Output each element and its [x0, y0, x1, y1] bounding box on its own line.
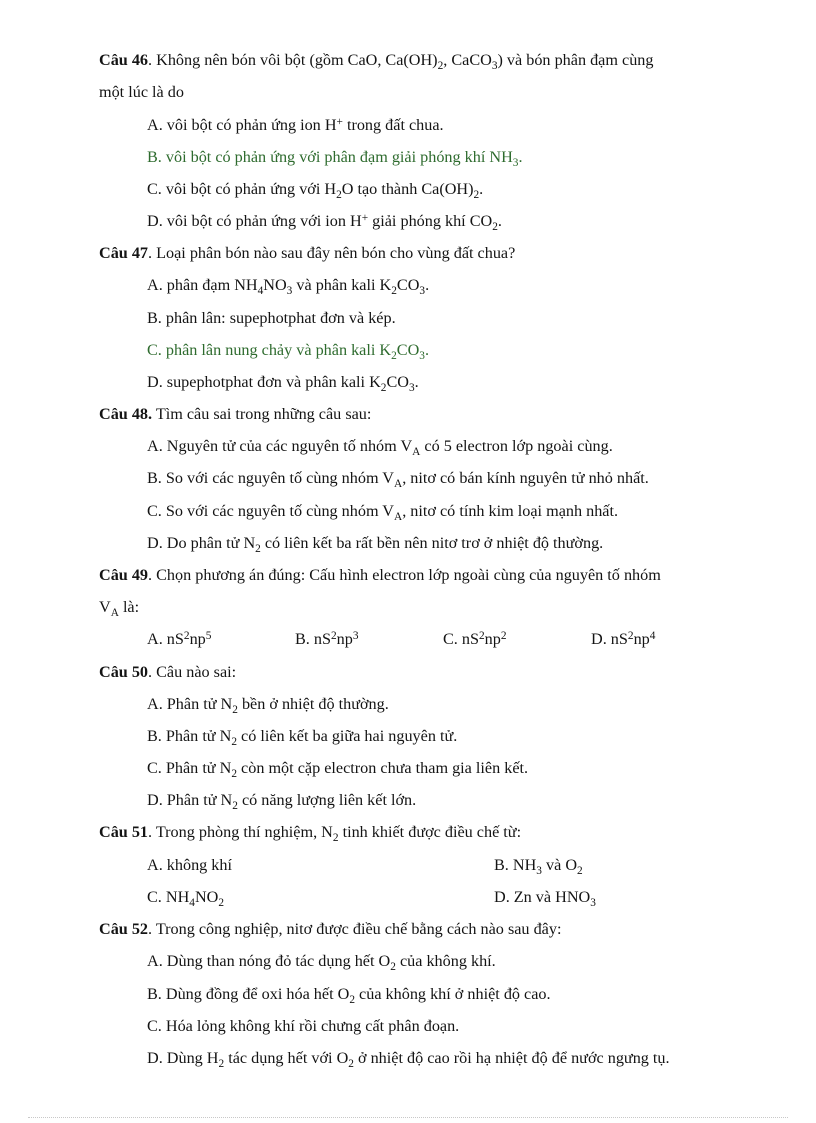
question-49-option-b — [295, 629, 359, 649]
question-number: Câu 48. — [99, 405, 153, 423]
period: . — [497, 212, 502, 230]
question-47-option-c — [147, 340, 429, 360]
subscript: 2 — [437, 59, 444, 72]
period: . — [425, 276, 430, 294]
subscript: 2 — [390, 960, 396, 973]
question-46-option-c — [147, 179, 483, 199]
option-text: A. phân đạm NH — [147, 276, 258, 294]
option-text: np — [633, 630, 650, 648]
option-text: B. So với các nguyên tố cùng nhóm V — [147, 469, 395, 487]
subscript: 2 — [336, 188, 342, 201]
question-52-stem — [99, 919, 561, 939]
superscript: 2 — [500, 629, 507, 642]
subscript: 3 — [590, 896, 596, 909]
option-text: A. vôi bột có phản ứng ion H — [147, 116, 337, 134]
subscript: 3 — [536, 864, 542, 877]
option-text: np — [484, 630, 501, 648]
question-text: Tìm câu sai trong những câu sau: — [152, 405, 372, 423]
superscript: + — [336, 115, 343, 128]
subscript: 2 — [218, 1057, 225, 1070]
option-text: CO — [386, 373, 409, 391]
question-text: . Trong phòng thí nghiệm, N — [148, 823, 333, 841]
question-52-option-d — [147, 1048, 670, 1068]
subscript: A — [412, 445, 421, 458]
option-text: có năng lượng liên kết lớn. — [237, 791, 417, 809]
question-52-option-b — [147, 984, 551, 1004]
subscript: 2 — [380, 381, 387, 394]
superscript: 4 — [649, 629, 656, 642]
question-52-option-c: C. Hóa lỏng không khí rồi chưng cất phân đoạn. — [147, 1017, 460, 1035]
question-49-option-a — [147, 629, 211, 649]
subscript: 2 — [577, 864, 583, 877]
question-text: , CaCO — [443, 51, 492, 69]
option-text: và phân kali K — [292, 276, 392, 294]
question-48-stem — [99, 404, 371, 424]
option-text: trong đất chua. — [342, 116, 444, 134]
question-text: ) và bón phân đạm cùng — [497, 51, 654, 69]
question-51-option-a: A. không khí — [147, 856, 232, 874]
subscript: 3 — [491, 59, 498, 72]
option-text: D. Zn và HNO — [494, 888, 591, 906]
question-text: . Không nên bón vôi bột (gồm CaO, Ca(OH) — [148, 51, 438, 69]
superscript: 5 — [205, 629, 212, 642]
option-text: C. vôi bột có phản ứng với H — [147, 180, 337, 198]
option-text: ở nhiệt độ cao rồi hạ nhiệt độ để nước ngưng tụ. — [353, 1049, 670, 1067]
subscript: 3 — [286, 284, 293, 297]
option-text: C. phân lân nung chảy và phân kali K — [147, 341, 392, 359]
option-text: np — [336, 630, 353, 648]
option-text: A. Nguyên tử của các nguyên tố nhóm V — [147, 437, 413, 455]
option-text: B. NH — [494, 856, 537, 874]
subscript: A — [394, 477, 403, 490]
option-text: NO — [194, 888, 219, 906]
question-48-option-c — [147, 501, 618, 521]
question-text: . Chọn phương án đúng: Cấu hình electron lớp ngoài cùng của nguyên tố nhóm — [148, 566, 661, 584]
option-text: D. vôi bột có phản ứng với ion H — [147, 212, 362, 230]
subscript: 3 — [419, 284, 426, 297]
superscript: + — [361, 211, 369, 224]
question-51-option-b — [494, 855, 583, 875]
option-text: B. Phân tử N — [147, 727, 232, 745]
question-number: Câu 47 — [99, 244, 149, 262]
option-text: CO — [396, 276, 420, 294]
option-text: A. nS — [147, 630, 184, 648]
option-text: , nitơ có tính kim loại mạnh nhất. — [402, 502, 619, 520]
period: . — [424, 341, 429, 359]
question-50-option-b — [147, 726, 457, 746]
subscript: 2 — [391, 349, 397, 362]
subscript: 3 — [512, 156, 519, 169]
question-number: Câu 46 — [99, 51, 149, 69]
question-47-option-a — [147, 275, 429, 295]
period: . — [414, 373, 419, 391]
question-number: Câu 51 — [99, 823, 149, 841]
question-number: Câu 52 — [99, 920, 149, 938]
option-text: , nitơ có bán kính nguyên tử nhỏ nhất. — [402, 469, 649, 487]
question-48-option-d — [147, 533, 603, 553]
question-51-option-c — [147, 887, 224, 907]
subscript: 2 — [232, 703, 238, 716]
option-text: và O — [541, 856, 578, 874]
question-text: . Trong công nghiệp, nitơ được điều chế bằng cách nào sau đây: — [148, 920, 562, 938]
subscript: A — [394, 510, 403, 523]
option-text: A. Dùng than nóng đỏ tác dụng hết O — [147, 952, 391, 970]
question-49-stem — [99, 565, 661, 585]
period: . — [518, 148, 523, 166]
question-49-option-c — [443, 629, 507, 649]
option-text: A. Phân tử N — [147, 695, 233, 713]
question-50-option-c — [147, 758, 528, 778]
question-46-option-b — [147, 147, 523, 167]
superscript: 2 — [627, 629, 634, 642]
question-51-option-d — [494, 887, 596, 907]
option-text: C. So với các nguyên tố cùng nhóm V — [147, 502, 395, 520]
option-text: C. NH — [147, 888, 190, 906]
question-50-stem — [99, 662, 236, 682]
subscript: 2 — [349, 993, 355, 1006]
question-text: V — [99, 598, 111, 616]
question-49-option-d — [591, 629, 655, 649]
subscript: 2 — [218, 896, 225, 909]
question-text: . Loại phân bón nào sau đây nên bón cho vùng đất chua? — [148, 244, 516, 262]
question-47-option-b: B. phân lân: supephotphat đơn và kép. — [147, 309, 396, 327]
question-47-option-d — [147, 372, 419, 392]
subscript: 2 — [255, 542, 261, 555]
question-46-option-a — [147, 115, 444, 135]
option-text: tác dụng hết với O — [224, 1049, 349, 1067]
question-text: tinh khiết được điều chế từ: — [338, 823, 522, 841]
question-48-option-a — [147, 436, 613, 456]
subscript: 2 — [332, 831, 339, 844]
subscript: 3 — [408, 381, 415, 394]
option-text: B. Dùng đồng để oxi hóa hết O — [147, 985, 350, 1003]
subscript: 3 — [419, 349, 425, 362]
option-text: có 5 electron lớp ngoài cùng. — [420, 437, 613, 455]
page-bottom-divider — [28, 1117, 788, 1118]
option-text: O tạo thành Ca(OH) — [341, 180, 474, 198]
option-text: B. vôi bột có phản ứng với phân đạm giải phóng khí NH — [147, 148, 513, 166]
option-text: D. supephotphat đơn và phân kali K — [147, 373, 381, 391]
option-text: giải phóng khí CO — [368, 212, 493, 230]
question-48-option-b — [147, 468, 649, 488]
option-text: np — [189, 630, 206, 648]
question-46-stem-line2: một lúc là do — [99, 83, 184, 101]
option-text: của không khí ở nhiệt độ cao. — [355, 985, 551, 1003]
subscript: 2 — [391, 284, 397, 297]
period: . — [479, 180, 484, 198]
subscript: 4 — [257, 284, 264, 297]
option-text: CO — [396, 341, 420, 359]
option-text: C. Phân tử N — [147, 759, 232, 777]
question-text: là: — [118, 598, 140, 616]
question-47-stem — [99, 243, 515, 263]
superscript: 2 — [183, 629, 190, 642]
question-46-option-d — [147, 211, 502, 231]
question-49-stem-line2 — [99, 597, 139, 617]
question-number: Câu 50 — [99, 663, 149, 681]
question-text: . Câu nào sai: — [148, 663, 237, 681]
subscript: 2 — [231, 767, 237, 780]
subscript: 2 — [348, 1057, 354, 1070]
subscript: 2 — [473, 188, 480, 201]
option-text: NO — [263, 276, 287, 294]
option-text: có liên kết ba rất bền nên nitơ trơ ở nhiệt độ thường. — [260, 534, 604, 552]
option-text: B. nS — [295, 630, 331, 648]
option-text: D. Dùng H — [147, 1049, 219, 1067]
subscript: A — [110, 606, 119, 619]
option-text: C. nS — [443, 630, 479, 648]
option-text: có liên kết ba giữa hai nguyên tử. — [237, 727, 458, 745]
option-text: D. Phân tử N — [147, 791, 233, 809]
subscript: 4 — [189, 896, 195, 909]
question-50-option-d — [147, 790, 416, 810]
superscript: 2 — [331, 629, 337, 642]
question-51-stem — [99, 822, 521, 842]
question-50-option-a — [147, 694, 389, 714]
subscript: 2 — [231, 735, 237, 748]
option-text: bền ở nhiệt độ thường. — [237, 695, 389, 713]
option-text: còn một cặp electron chưa tham gia liên kết. — [237, 759, 529, 777]
subscript: 2 — [232, 799, 238, 812]
option-text: của không khí. — [395, 952, 496, 970]
superscript: 3 — [352, 629, 359, 642]
superscript: 2 — [479, 629, 485, 642]
option-text: D. nS — [591, 630, 628, 648]
option-text: D. Do phân tử N — [147, 534, 256, 552]
question-52-option-a — [147, 951, 496, 971]
question-number: Câu 49 — [99, 566, 149, 584]
question-46-stem — [99, 50, 653, 70]
subscript: 2 — [492, 220, 498, 233]
